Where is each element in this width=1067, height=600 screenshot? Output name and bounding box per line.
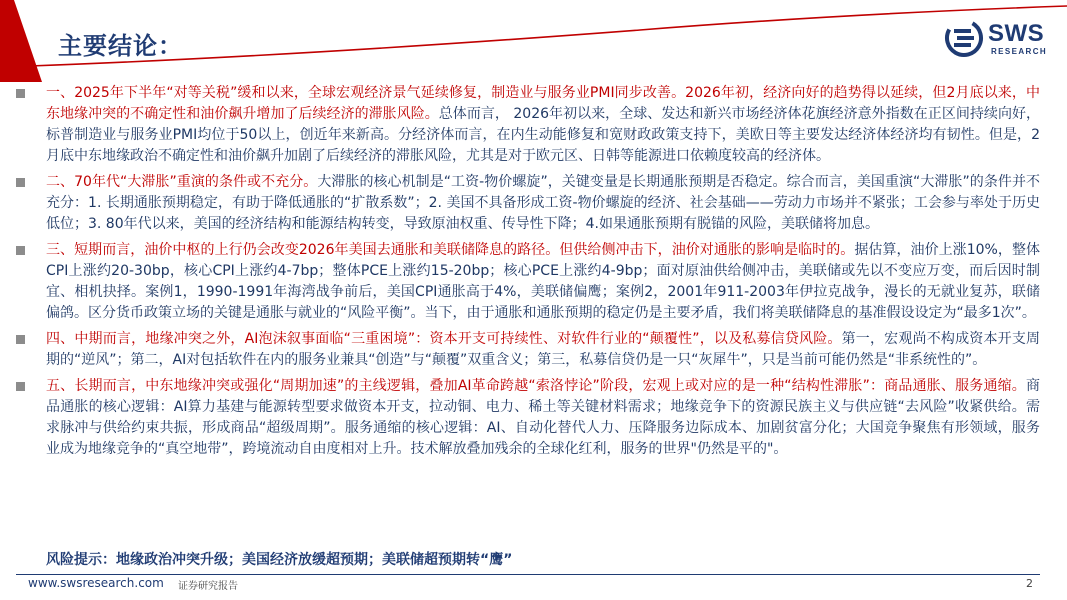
conclusion-item-5 [16,376,1040,460]
square-bullet-icon [16,335,25,344]
page-number: 2 [1026,577,1033,590]
red-swoosh-line [30,6,1067,66]
square-bullet-icon [16,89,25,98]
item-body: 总体而言， 2026年初以来，全球、发达和新兴市场经济体花旗经济意外指数在正区间持续向好，标普制造业与服务业PMI均位于50以上，创近年来新高。分经济体而言，在内生动能修复和宽财政政策支持下，美欧日等主要发达经济体经济均有韧性。但是，2月底中东地缘政治不确定性和油价飙升加剧了后续经济的滞胀风险，尤其是对于欧元区、日韩等能源进口依赖度较高的经济体。 [46,106,1041,164]
logo-sws-text: SWS [988,20,1045,47]
conclusion-item-3 [16,240,1040,324]
item-lead: 二、70年代“大滞胀”重演的条件或不充分。 [46,174,318,190]
item-lead: 三、短期而言，油价中枢的上行仍会改变2026年美国去通胀和美联储降息的路径。但供给侧冲击下，油价对通胀的影响是临时的。 [46,242,855,258]
title-bar [0,0,1067,82]
square-bullet-icon [16,382,25,391]
item-body: 第一，宏观尚不构成资本开支周期的“逆风”；第二，AI对包括软件在内的服务业兼具“创造”与“颠覆”双重含义；第三，私募信贷仍是一只“灰犀牛”，只是当前可能仍然是“非系统性的”。 [46,331,1041,368]
footer-report-label: 证券研究报告 [178,581,238,592]
conclusion-item-1 [16,83,1040,167]
conclusion-item-2 [16,172,1040,235]
conclusion-list [16,83,1040,465]
footer-divider [16,574,1040,575]
item-lead: 四、中期而言，地缘冲突之外，AI泡沫叙事面临“三重困境”：资本开支可持续性、对软件行业的“颠覆性”，以及私募信贷风险。 [46,331,842,347]
item-lead: 一、2025年下半年“对等关税”缓和以来，全球宏观经济景气延续修复，制造业与服务业PMI同步改善。2026年初，经济向好的趋势得以延续，但2月底以来，中东地缘冲突的不确定性和油价飙升增加了后续经济的滞胀风险。 [46,85,1040,122]
item-body: 商品通胀的核心逻辑：AI算力基建与能源转型要求做资本开支，拉动铜、电力、稀土等关键材料需求；地缘竞争下的资源民族主义与供应链“去风险”收紧供给。需求脉冲与供给约束共振，形成商品“超级周期”。服务通缩的核心逻辑：AI、自动化替代人力、压降服务边际成本、加剧贫富分化；大国竞争聚焦有形领域，服务业成为地缘竞争的“真空地带”，跨境流动自由度相对上升。技术解放叠加残余的全球化红利，服务的世界"仍然是平的"。 [46,378,1040,457]
item-lead: 五、长期而言，中东地缘冲突或强化“周期加速”的主线逻辑，叠加AI革命跨越“索洛悖论”阶段，宏观上或对应的是一种“结构性滞胀”：商品通胀、服务通缩。 [46,378,1026,394]
logo-research-text: RESEARCH [991,47,1048,56]
conclusion-item-4 [16,329,1040,371]
page-title: 主要结论： [58,32,183,60]
square-bullet-icon [16,246,25,255]
sws-logo [944,18,1054,66]
risk-warning: 风险提示：地缘政治冲突升级；美国经济放缓超预期；美联储超预期转“鹰” [46,552,513,568]
footer-website-link[interactable]: www.swsresearch.com [28,576,164,590]
square-bullet-icon [16,178,25,187]
item-body: 据估算，油价上涨10%，整体CPI上涨约20-30bp，核心CPI上涨约4-7bp；整体PCE上涨约15-20bp；核心PCE上涨约4-9bp；面对原油供给侧冲击，美联储或先以不变应万变，而后因时制宜、相机抉择。案例1，1990-1991年海湾战争前后，美国CPI通胀高于4%，美联储偏鹰；案例2，2001年911-2003年伊拉克战争，漫长的无就业复苏，联储偏鸽。区分货币政策立场的关键是通胀与就业的“风险平衡”。当下，由于通胀和通胀预期的稳定仍是主要矛盾，我们将美联储降息的基准假设设定为“最多1次”。 [46,242,1040,321]
sws-logo-mark-icon [944,18,984,58]
item-body: 大滞胀的核心机制是“工资-物价螺旋”，关键变量是长期通胀预期是否稳定。综合而言，美国重演“大滞胀”的条件并不充分：1. 长期通胀预期稳定，有助于降低通胀的“扩散系数”；2. 美国不具备形成工资-物价螺旋的经济、社会基础——劳动力市场并不紧张；工会参与率处于历史低位；3. 80年代以来，美国的经济结构和能源结构转变，导致原油权重、传导性下降；4.如果通胀预期有脱锚的风险，美联储将加息。 [46,174,1040,232]
red-corner-accent [0,0,42,82]
